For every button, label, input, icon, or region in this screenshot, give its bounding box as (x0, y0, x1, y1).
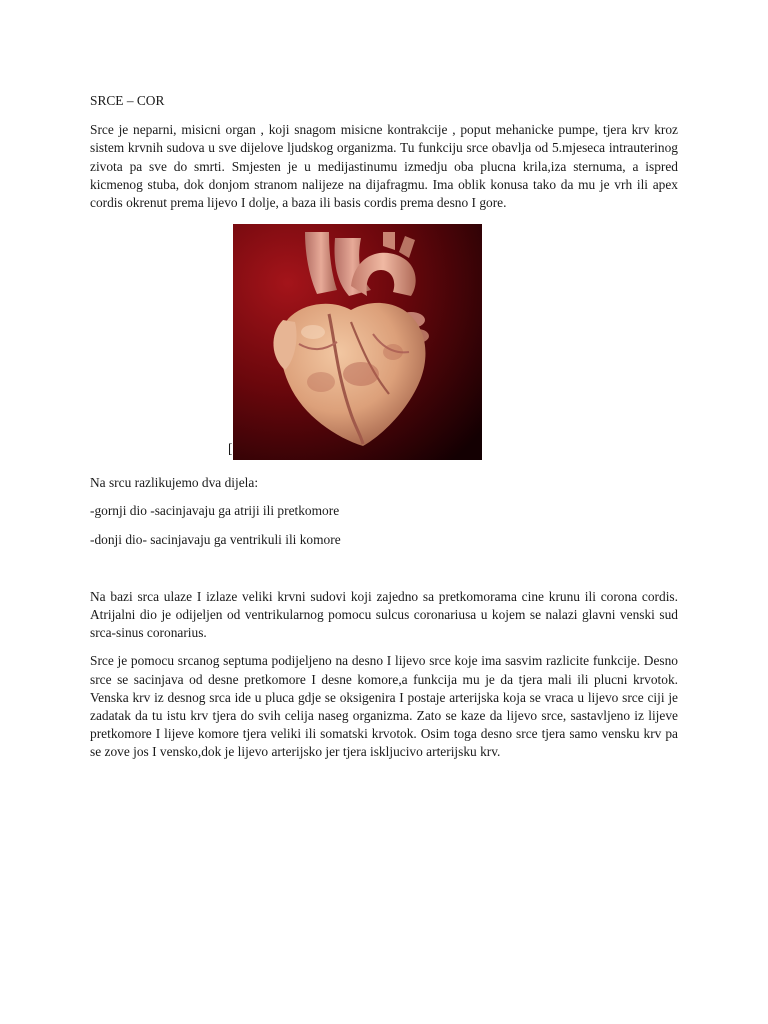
spacer (90, 559, 678, 588)
heart-lower-part: -donji dio- sacinjavaju ga ventrikuli ili komore (90, 531, 341, 547)
heart-parts-intro: Na srcu razlikujemo dva dijela: (90, 475, 259, 491)
document-title: SRCE – COR (90, 93, 165, 108)
paragraph-intro: Srce je neparni, misicni organ , koji snagom misicne kontrakcije , poput mehanicke pumpe, tjera krv kroz sistem krvnih sudova u sve dijelove ljudskog organizma. Tu funkciju srce obavlja od 5.mjeseca intrauterinog zivota pa sve do smrti. Smjesten je u medijastinumu izmedju oba plucna krila,iza sternuma, a ispred kicmenog stuba, dok donjom stranom nalijeze na dijafragmu. Ima oblik konusa tako da mu je vrh ili apex cordis okrenut prema lijevo I dolje, a baza ili basis cordis prema desno I gore. (90, 122, 678, 211)
heart-upper-part: -gornji dio -sacinjavaju ga atriji ili pretkomore (90, 503, 340, 519)
paragraph-base: Na bazi srca ulaze I izlaze veliki krvni sudovi koji zajedno sa pretkomorama cine krunu ili corona cordis. Atrijalni dio je odijeljen od ventrikularnog pomocu sulcus coronariusa u kojem se nalazi glavni venski sud srca-sinus coronarius. (90, 588, 678, 641)
document-page (90, 92, 678, 772)
figure-bracket: [ (228, 441, 233, 457)
heart-image (233, 224, 482, 460)
heart-figure (90, 224, 678, 460)
paragraph-septum: Srce je pomocu srcanog septuma podijeljeno na desno I lijevo srce koje ima sasvim razlicite funkcije. Desno srce se sacinjava od desne pretkomore I desne komore,a funkcija mu je da tjera mali ili plucni krvotok. Venska krv iz desnog srca ide u pluca gdje se oksigenira I postaje arterijska koja se vraca u lijevo srce ciji je zadatak da tu istu krv tjera do svih celija naseg organizma. Zato se kaze da lijevo srce, sastavljeno iz lijeve pretkomore I lijeve komore tjera veliki ili somatski krvotok. Osim toga desno srce tjera samo vensku krv pa se zove jos I vensko,dok je lijevo arterijsko jer tjera iskljucivo arterijsku krv. (90, 653, 678, 760)
